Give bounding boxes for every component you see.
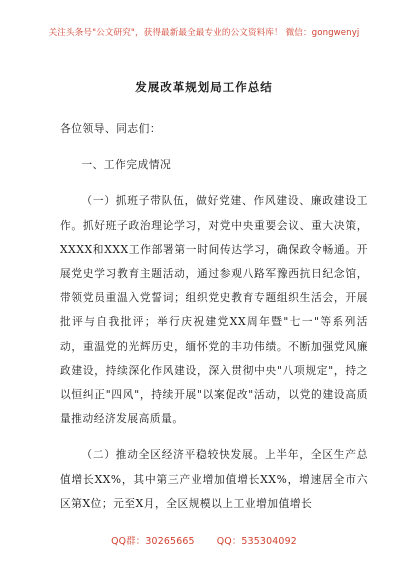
footer-qq-contact: QQ：535304092 xyxy=(216,536,297,547)
header-banner xyxy=(0,0,408,64)
paragraph: （二）推动全区经济平稳较快发展。上半年，全区生产总值增长XX%，其中第三产业增加值增长XX%，增速居全市六区第X位；元至X月，全区规模以上工业增加值增长 xyxy=(60,448,368,510)
document-title: 发展改革规划局工作总结 xyxy=(135,80,273,94)
greeting: 各位领导、同志们： xyxy=(60,122,162,135)
footer-qq-group: QQ群：30265665 xyxy=(111,536,195,547)
paragraph: （一）抓班子带队伍，做好党建、作风建设、廉政建设工作。抓好班子政治理论学习，对党中央重要会议、重大决策，XXXX和XXX工作部署第一时间传达学习，确保政令畅通。开展党史学习教育主题活动，通过参观八路军豫西抗日纪念馆，带领党员重温入党誓词；组织党史教育专题组织生活会，开展批评与自我批评；举行庆祝建党XX周年暨"七一"等系列活动，重温党的光辉历史，缅怀党的丰功伟绩。不断加强党风廉政建设，持续深化作风建设，深入贯彻中央"八项规定"，持之以恒纠正"四风"，持续开展"以案促改"活动，以党的建设高质量推动经济发展高质量。 xyxy=(60,194,368,426)
footer-banner xyxy=(0,528,408,552)
section-heading: 一、工作完成情况 xyxy=(81,158,172,172)
header-notice: 关注头条号"公文研究"，获得最新最全最专业的公文资料库！ 微信：gongwenyj xyxy=(48,28,360,38)
document-body xyxy=(60,117,368,516)
